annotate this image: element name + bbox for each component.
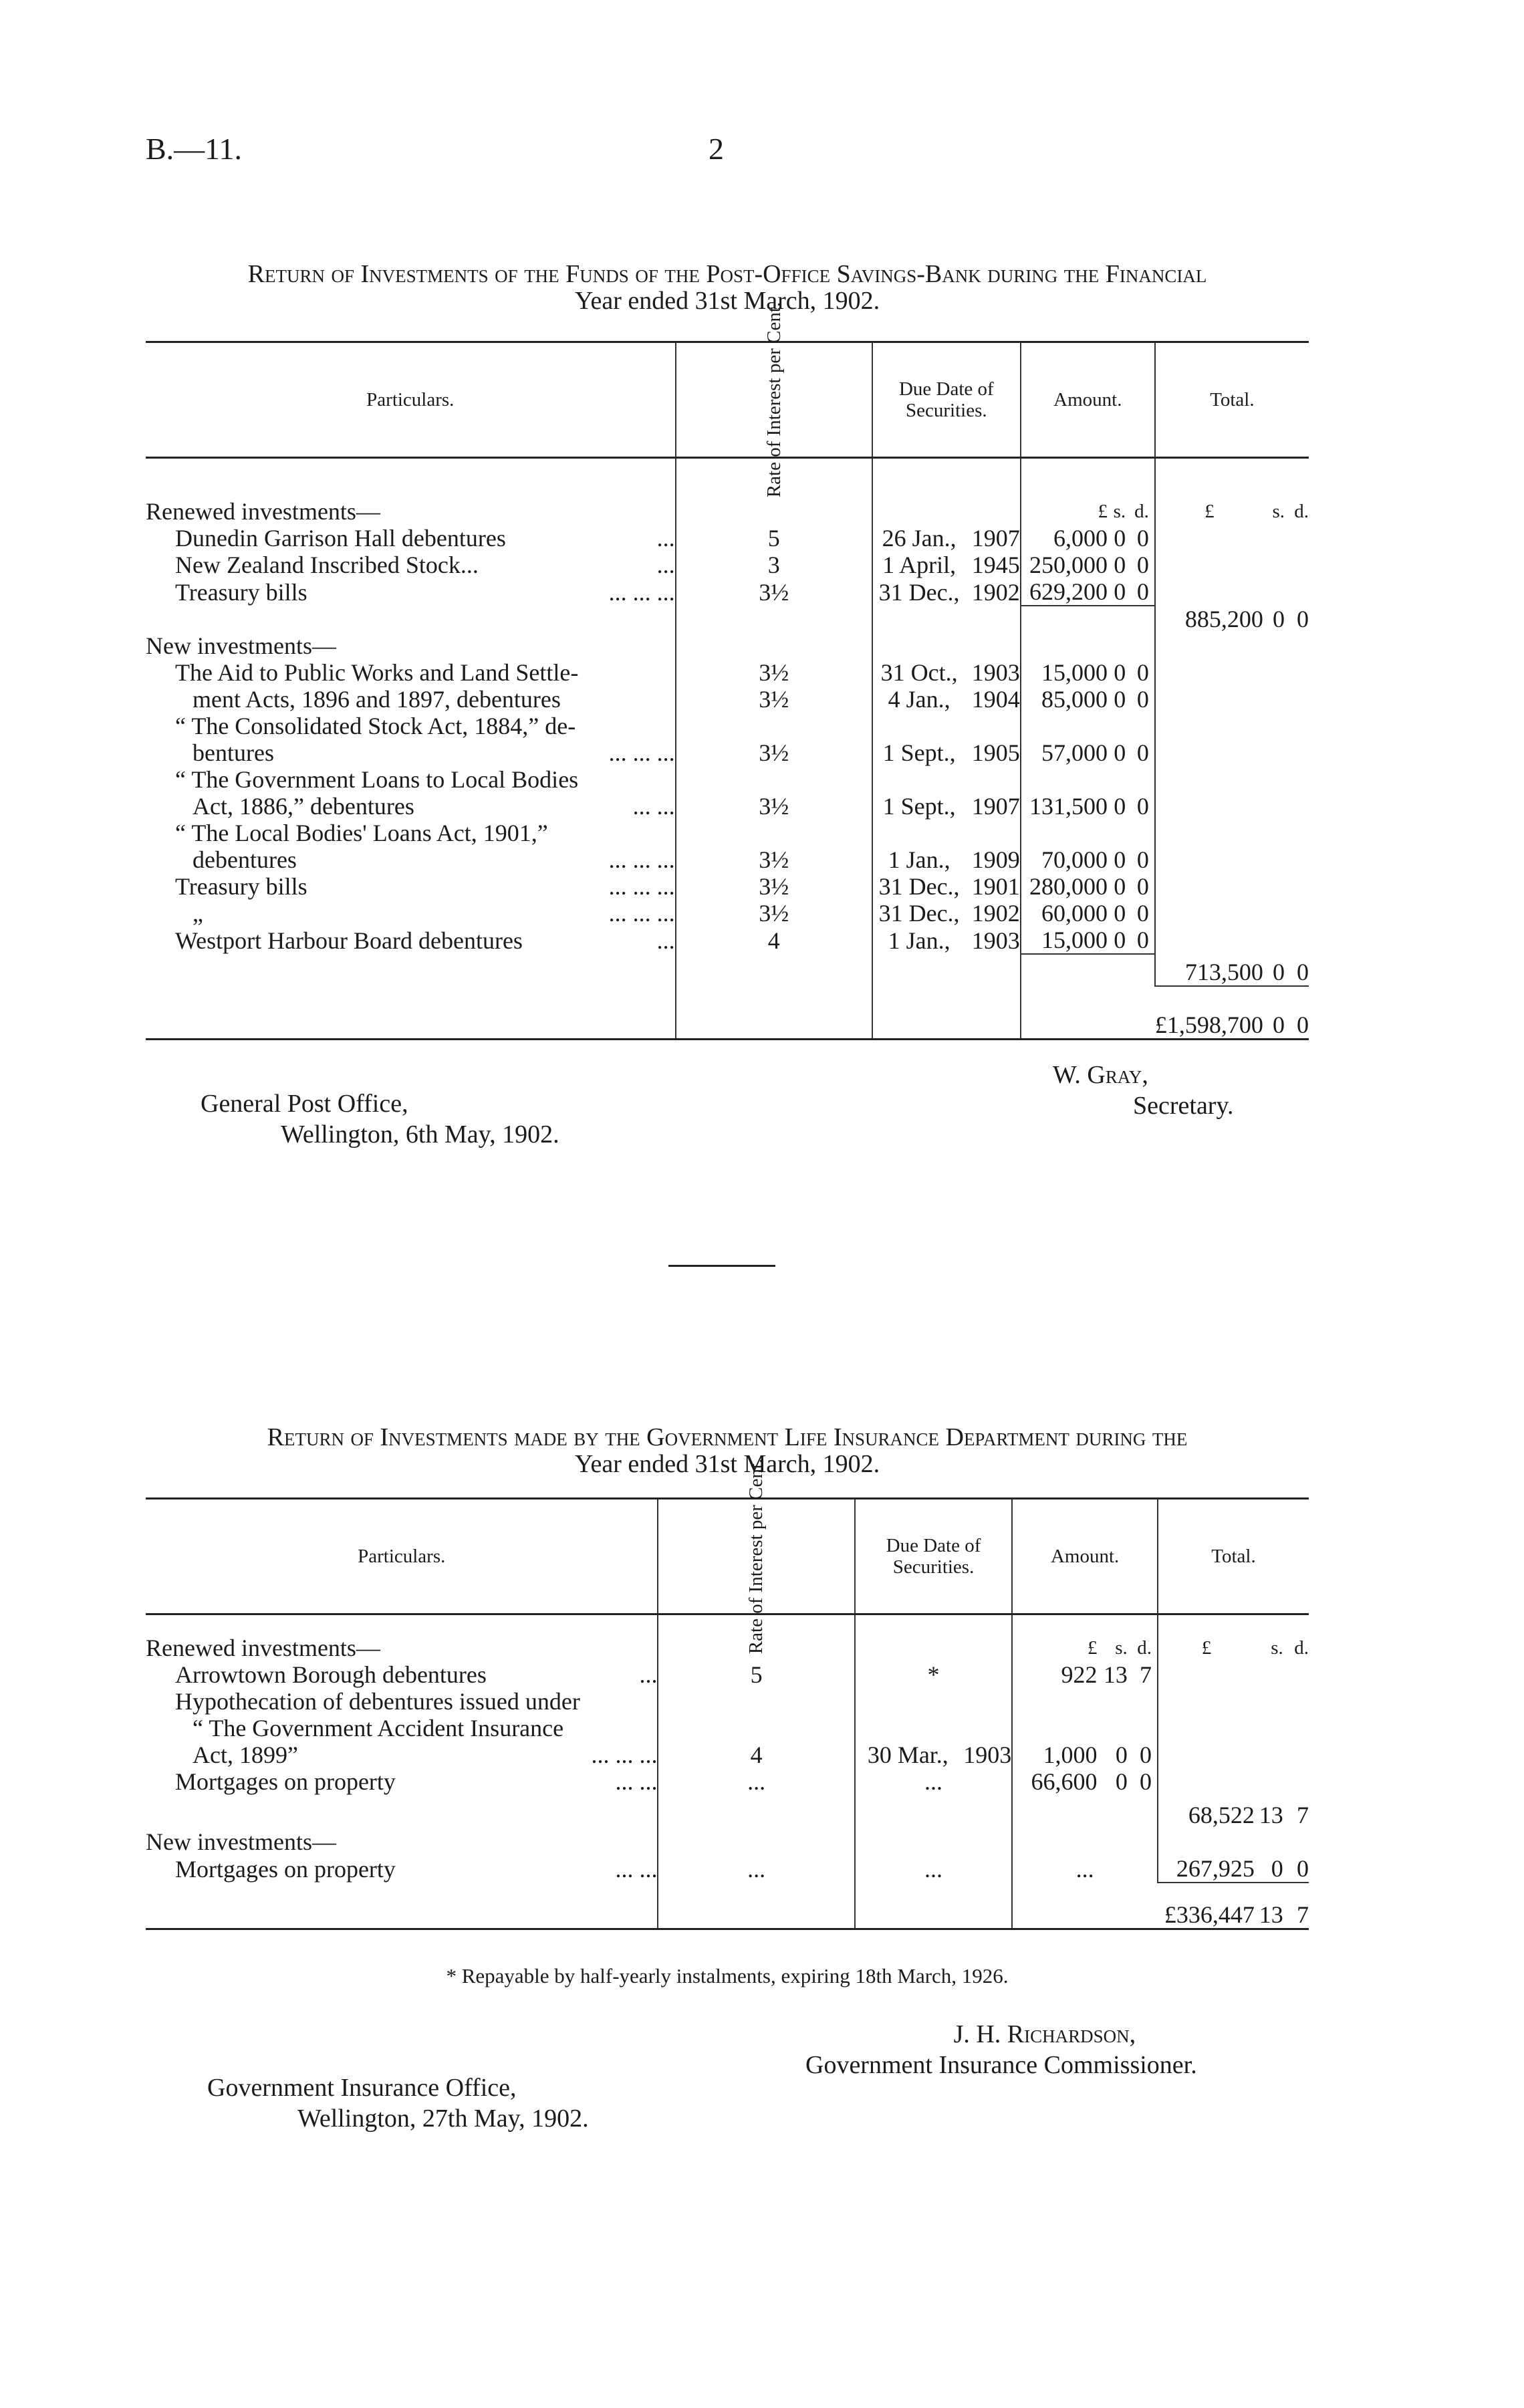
- row-particulars: Mortgages on property: [175, 1855, 396, 1883]
- sign1-signature-block: [1053, 1060, 1234, 1121]
- row-due-year: [965, 713, 1021, 739]
- renewed-subtotal-row: [146, 1795, 1309, 1828]
- new-subtotal-row: [146, 954, 1309, 986]
- new-total-amount: 267,925: [1158, 1855, 1255, 1883]
- row-particulars: “ The Consolidated Stock Act, 1884,” de-: [175, 712, 576, 739]
- amount-pound-unit: £: [1012, 1635, 1097, 1661]
- row-amount-s: 0: [1114, 685, 1126, 713]
- row-due-day: 31 Dec.,: [872, 900, 965, 927]
- renewed-total-amount: 68,522: [1158, 1795, 1255, 1828]
- row-due-year: [965, 820, 1021, 846]
- row-particulars: debentures: [193, 846, 297, 873]
- amount-s-unit: s.: [1115, 1637, 1128, 1659]
- row-due-year: 1902: [971, 899, 1020, 927]
- row-amount-d: 0: [1140, 1768, 1152, 1795]
- row-amount: 280,000: [1021, 873, 1108, 900]
- row-amount: [1012, 1715, 1097, 1741]
- header-rate: Rate of Interest per Cent.: [658, 1499, 854, 1614]
- row-leader: [609, 766, 676, 793]
- row-amount: [1021, 713, 1108, 739]
- grand-total-row: [146, 1883, 1309, 1929]
- table-row: [146, 1855, 1309, 1883]
- row-amount-d: 0: [1136, 658, 1149, 686]
- table2-renewed-label-row: [146, 1635, 1309, 1661]
- row-due-year: 1905: [971, 739, 1020, 766]
- row-amount-s: [1097, 1715, 1127, 1741]
- table-row: [146, 1715, 1309, 1741]
- table-row: [146, 578, 1309, 606]
- sign2-title: Government Insurance Commissioner.: [805, 2051, 1197, 2079]
- sign2-place-date: Wellington, 27th May, 1902.: [297, 2104, 589, 2133]
- row-rate: 5: [676, 525, 872, 552]
- row-rate: ...: [658, 1855, 854, 1883]
- header-due-date: Due Date of Securities.: [855, 1499, 1012, 1614]
- row-amount: 15,000: [1021, 659, 1108, 686]
- table-row: [146, 659, 1309, 686]
- row-amount-d: 0: [1136, 739, 1149, 766]
- row-amount: 57,000: [1021, 739, 1108, 766]
- table-row: [146, 686, 1309, 713]
- row-amount-d: 0: [1136, 899, 1149, 927]
- row-due-day: 1 April,: [872, 552, 965, 578]
- new-total-d: 0: [1297, 958, 1309, 985]
- row-particulars: “ The Government Accident Insurance: [193, 1714, 564, 1741]
- row-amount-s: 0: [1114, 739, 1126, 766]
- row-rate: [658, 1688, 854, 1715]
- grand-total-amount: £336,447: [1158, 1883, 1255, 1929]
- row-amount-s: 0: [1114, 899, 1126, 927]
- row-due-year: 1902: [971, 578, 1020, 606]
- sign1-office-block: [201, 1088, 559, 1150]
- row-amount-s: [1108, 713, 1126, 739]
- row-due-day: 31 Dec.,: [872, 578, 965, 606]
- row-leader: ...: [656, 524, 675, 552]
- row-particulars: Mortgages on property: [175, 1768, 396, 1795]
- table-row: [146, 820, 1309, 846]
- table1-new-label-row: [146, 632, 1309, 659]
- row-amount-s: 0: [1114, 792, 1126, 820]
- renewed-total-d: 7: [1297, 1801, 1309, 1828]
- row-due-day: 1 Sept.,: [872, 793, 965, 820]
- amount-s-unit: s.: [1113, 500, 1126, 522]
- new-total-s: 0: [1271, 1854, 1283, 1882]
- row-particulars: Act, 1886,” debentures: [193, 792, 414, 820]
- row-particulars: Treasury bills: [175, 578, 307, 606]
- table-row: [146, 846, 1309, 873]
- table1-title: [146, 261, 1309, 314]
- page-number: 2: [709, 132, 724, 166]
- renewed-total-amount: 885,200: [1155, 606, 1263, 632]
- table-row: [146, 1661, 1309, 1688]
- row-rate: ...: [658, 1768, 854, 1795]
- total-d-unit: d.: [1294, 1637, 1309, 1659]
- row-amount: 15,000: [1021, 927, 1108, 954]
- renewed-total-d: 0: [1297, 605, 1309, 632]
- table2-title-line1: of Investments made by the Government Life Insurance Department during the: [344, 1423, 1188, 1451]
- row-amount: 60,000: [1021, 900, 1108, 927]
- row-amount-s: 0: [1114, 872, 1126, 900]
- row-amount-s: 0: [1114, 926, 1126, 953]
- row-particulars: Act, 1899”: [193, 1741, 298, 1768]
- new-investments-label: New investments—: [146, 1828, 336, 1855]
- row-amount-s: [1108, 766, 1126, 793]
- sign2-name: J. H. Richardson,: [953, 2020, 1136, 2048]
- new-total-amount: 713,500: [1155, 954, 1263, 986]
- header-total: Total.: [1158, 1499, 1309, 1614]
- row-leader: ... ... ...: [608, 872, 675, 900]
- table2-new-label-row: [146, 1828, 1309, 1855]
- table1-renewed-label-row: [146, 498, 1309, 525]
- row-amount-d: 0: [1136, 792, 1149, 820]
- renewed-investments-label: Renewed investments—: [146, 1634, 380, 1661]
- grand-total-d: 7: [1283, 1883, 1309, 1929]
- row-due-day: [872, 820, 965, 846]
- amount-d-unit: d.: [1137, 1637, 1152, 1659]
- row-amount-s: 0: [1115, 1768, 1128, 1795]
- table-row: [146, 793, 1309, 820]
- row-particulars: Westport Harbour Board debentures: [175, 927, 523, 954]
- row-amount: 70,000: [1021, 846, 1108, 873]
- row-amount-d: 0: [1136, 846, 1149, 873]
- row-amount-s: 13: [1103, 1661, 1128, 1688]
- header-particulars: Particulars.: [146, 342, 676, 458]
- row-amount: ...: [1012, 1855, 1158, 1883]
- table-row: [146, 525, 1309, 552]
- row-amount: 250,000: [1021, 552, 1108, 578]
- row-amount-d: [1126, 713, 1155, 739]
- table1: [146, 302, 1309, 1040]
- total-d-unit: d.: [1294, 500, 1309, 522]
- amount-d-unit: d.: [1134, 500, 1149, 522]
- header-particulars: Particulars.: [146, 1499, 658, 1614]
- total-pound-unit: £: [1155, 498, 1263, 525]
- sign1-title: Secretary.: [1133, 1092, 1234, 1120]
- row-due-day: ...: [855, 1855, 1012, 1883]
- row-due-year: 1904: [971, 685, 1020, 713]
- row-due-day: 31 Dec.,: [872, 873, 965, 900]
- row-amount: 629,200: [1021, 578, 1108, 606]
- row-leader: ... ... ...: [608, 578, 675, 606]
- table2-header-row: [146, 1499, 1309, 1614]
- new-investments-label: New investments—: [146, 632, 336, 659]
- row-amount-s: [1108, 820, 1126, 846]
- row-rate: 3½: [676, 686, 872, 713]
- row-rate: 4: [676, 927, 872, 954]
- row-amount-d: 7: [1140, 1661, 1152, 1688]
- row-amount: 85,000: [1021, 686, 1108, 713]
- sign1-place-date: Wellington, 6th May, 1902.: [281, 1120, 559, 1149]
- table-row: [146, 766, 1309, 793]
- row-amount: 131,500: [1021, 793, 1108, 820]
- row-due-day: [855, 1715, 961, 1741]
- row-due-year: 1903: [971, 658, 1020, 686]
- document-reference: B.—11.: [146, 132, 242, 166]
- table2-title-lead: Return: [267, 1423, 345, 1451]
- grand-total-s: 13: [1255, 1883, 1283, 1929]
- row-rate: 3½: [676, 578, 872, 606]
- row-amount-s: 0: [1114, 524, 1126, 552]
- row-leader: ... ... ...: [608, 846, 675, 873]
- row-amount: [1021, 766, 1108, 793]
- row-due-day: 31 Oct.,: [872, 659, 965, 686]
- row-rate: 3½: [676, 846, 872, 873]
- total-s-unit: s.: [1271, 1637, 1283, 1659]
- row-leader: ... ...: [615, 1768, 658, 1795]
- table-row: [146, 900, 1309, 927]
- row-rate: 3½: [676, 900, 872, 927]
- row-rate: 3½: [676, 659, 872, 686]
- row-amount-s: 0: [1114, 578, 1126, 605]
- row-due-day: 30 Mar.,: [855, 1741, 961, 1768]
- grand-total-d: 0: [1285, 986, 1309, 1040]
- row-leader: ...: [639, 1661, 658, 1688]
- row-particulars: „: [193, 899, 203, 927]
- row-amount-d: 0: [1136, 551, 1149, 578]
- row-amount-d: 0: [1136, 872, 1149, 900]
- row-due-year: 1907: [971, 524, 1020, 552]
- row-particulars: The Aid to Public Works and Land Settle-: [175, 658, 579, 686]
- new-total-s: 0: [1272, 958, 1285, 985]
- row-due-year: [961, 1715, 1012, 1741]
- row-amount-s: 0: [1115, 1741, 1128, 1768]
- renewed-investments-label: Renewed investments—: [146, 497, 380, 525]
- row-amount: 922: [1012, 1661, 1097, 1688]
- sign2-signature-block: [805, 2019, 1197, 2080]
- row-rate: [658, 1715, 854, 1741]
- row-rate: [676, 820, 872, 846]
- sign2-office-block: [207, 2072, 589, 2134]
- row-amount-d: [1126, 820, 1155, 846]
- grand-total-row: [146, 986, 1309, 1040]
- table-row: [146, 873, 1309, 900]
- row-particulars: Dunedin Garrison Hall debentures: [175, 524, 506, 552]
- row-leader: ... ... ...: [608, 899, 675, 927]
- grand-total-amount: £1,598,700: [1155, 986, 1263, 1040]
- header-amount: Amount.: [1012, 1499, 1158, 1614]
- table1-title-line2: Year ended 31st March, 1902.: [574, 287, 880, 315]
- row-due-footnote-mark: *: [855, 1661, 1012, 1688]
- row-due-year: 1903: [971, 927, 1020, 954]
- row-amount: 66,600: [1012, 1768, 1097, 1795]
- grand-total-s: 0: [1263, 986, 1285, 1040]
- new-total-d: 0: [1297, 1854, 1309, 1882]
- renewed-total-s: 13: [1259, 1801, 1283, 1828]
- row-leader: [609, 713, 676, 739]
- row-rate: [676, 713, 872, 739]
- header-rate: Rate of Interest per Cent.: [676, 342, 872, 458]
- row-amount-d: 0: [1136, 926, 1149, 953]
- table-row: [146, 927, 1309, 954]
- renewed-subtotal-row: [146, 606, 1309, 632]
- row-amount-d: [1128, 1688, 1158, 1715]
- row-due-day: [855, 1688, 961, 1715]
- row-amount: 1,000: [1012, 1741, 1097, 1768]
- row-particulars: “ The Government Loans to Local Bodies: [175, 765, 579, 793]
- header-amount: Amount.: [1021, 342, 1155, 458]
- table1-title-lead: Return: [247, 260, 325, 288]
- row-amount-s: 0: [1114, 658, 1126, 686]
- row-rate: 3½: [676, 873, 872, 900]
- sign1-office: General Post Office,: [201, 1090, 408, 1118]
- row-particulars: New Zealand Inscribed Stock...: [175, 551, 479, 578]
- row-leader: ... ...: [632, 792, 675, 820]
- row-leader: ... ... ...: [608, 739, 675, 766]
- sign2-office: Government Insurance Office,: [207, 2074, 517, 2102]
- table-row: [146, 1741, 1309, 1768]
- table2-title: [146, 1424, 1309, 1477]
- row-particulars: Hypothecation of debentures issued under: [175, 1687, 580, 1715]
- row-due-day: 1 Jan.,: [872, 846, 965, 873]
- row-due-day: [872, 766, 965, 793]
- header-total: Total.: [1155, 342, 1309, 458]
- page-header: [0, 131, 1524, 171]
- row-leader: [609, 686, 676, 713]
- row-particulars: Arrowtown Borough debentures: [175, 1661, 487, 1688]
- row-amount-d: [1126, 766, 1155, 793]
- row-amount-d: 0: [1136, 578, 1149, 605]
- table-row: [146, 739, 1309, 766]
- row-rate: 3½: [676, 793, 872, 820]
- row-due-year: 1903: [963, 1741, 1012, 1768]
- row-due-day: ...: [855, 1768, 1012, 1795]
- total-s-unit: s.: [1272, 500, 1285, 522]
- row-amount: [1012, 1688, 1097, 1715]
- table-row: [146, 552, 1309, 578]
- row-rate: 3: [676, 552, 872, 578]
- row-rate: [676, 766, 872, 793]
- row-leader: [609, 820, 676, 846]
- row-amount: [1021, 820, 1108, 846]
- row-amount-d: 0: [1140, 1741, 1152, 1768]
- row-amount-d: 0: [1136, 524, 1149, 552]
- renewed-total-s: 0: [1272, 605, 1285, 632]
- amount-pound-unit: £: [1021, 498, 1108, 525]
- row-amount-s: [1097, 1688, 1127, 1715]
- row-amount-s: 0: [1114, 846, 1126, 873]
- table-row: [146, 1768, 1309, 1795]
- row-due-day: 1 Jan.,: [872, 927, 965, 954]
- sign1-name: W. Gray,: [1053, 1061, 1148, 1089]
- row-due-year: 1945: [971, 551, 1020, 578]
- row-leader: ... ...: [615, 1855, 658, 1883]
- table1-header-row: [146, 342, 1309, 458]
- row-leader: ...: [656, 927, 675, 954]
- row-amount-s: 0: [1114, 551, 1126, 578]
- section-divider: [668, 1265, 775, 1267]
- row-particulars: “ The Local Bodies' Loans Act, 1901,”: [175, 819, 548, 846]
- footnote: * Repayable by half-yearly instalments, expiring 18th March, 1926.: [446, 1964, 1009, 1988]
- row-due-day: 1 Sept.,: [872, 739, 965, 766]
- header-due-date: Due Date of Securities.: [872, 342, 1021, 458]
- row-leader: [609, 659, 676, 686]
- row-particulars: Treasury bills: [175, 872, 307, 900]
- row-due-day: 26 Jan.,: [872, 525, 965, 552]
- row-particulars: ment Acts, 1896 and 1897, debentures: [193, 685, 561, 713]
- row-due-year: 1909: [971, 846, 1020, 873]
- row-amount-d: 0: [1136, 685, 1149, 713]
- row-due-year: [965, 766, 1021, 793]
- row-rate: 4: [658, 1741, 854, 1768]
- row-due-year: [961, 1688, 1012, 1715]
- row-leader: ...: [656, 551, 675, 578]
- row-particulars: bentures: [193, 739, 274, 766]
- table-row: [146, 1688, 1309, 1715]
- row-amount: 6,000: [1021, 525, 1108, 552]
- row-due-day: [872, 713, 965, 739]
- table-row: [146, 713, 1309, 739]
- row-amount-d: [1128, 1715, 1158, 1741]
- row-rate: 5: [658, 1661, 854, 1688]
- row-due-year: 1901: [971, 872, 1020, 900]
- row-rate: 3½: [676, 739, 872, 766]
- table1-title-line1: of Investments of the Funds of the Post-Office Savings-Bank during the Financial: [325, 260, 1207, 288]
- row-due-year: 1907: [971, 792, 1020, 820]
- row-due-day: 4 Jan.,: [872, 686, 965, 713]
- total-pound-unit: £: [1158, 1635, 1255, 1661]
- row-leader: ... ... ...: [591, 1741, 658, 1768]
- table2-title-line2: Year ended 31st March, 1902.: [574, 1450, 880, 1478]
